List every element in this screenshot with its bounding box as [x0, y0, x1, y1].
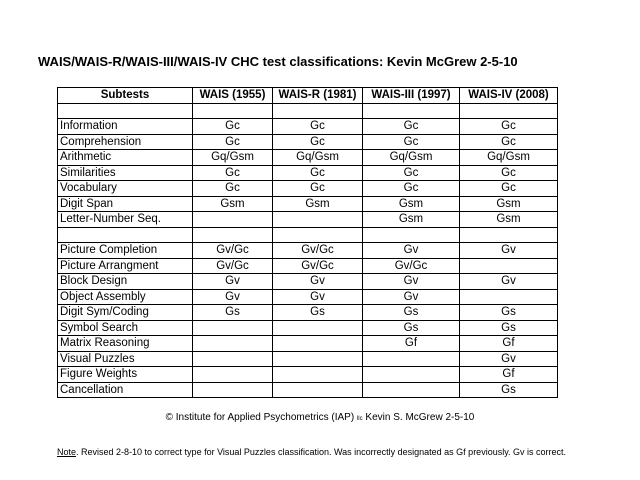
- classification-cell: Gsm: [460, 212, 558, 228]
- subtest-name-cell: [58, 103, 193, 119]
- note-text: . Revised 2-8-10 to correct type for Visual Puzzles classification. Was incorrectly designated as Gf previously. Gv is correct.: [76, 447, 567, 457]
- classification-cell: Gc: [193, 134, 273, 150]
- table-row: [58, 305, 558, 321]
- table-row: [58, 367, 558, 383]
- subtest-name-cell: Digit Span: [58, 196, 193, 212]
- classification-cell: [273, 336, 363, 352]
- classification-cell: [363, 351, 460, 367]
- classification-cell: Gsm: [363, 212, 460, 228]
- classification-cell: [273, 382, 363, 398]
- classification-cell: Gsm: [460, 196, 558, 212]
- table-row: [58, 258, 558, 274]
- table-row: [58, 181, 558, 197]
- classification-cell: [193, 382, 273, 398]
- header-subtests: Subtests: [58, 88, 193, 104]
- revision-note: [57, 447, 566, 457]
- header-wais-iv: WAIS-IV (2008): [460, 88, 558, 104]
- table-row: [58, 289, 558, 305]
- classification-cell: [460, 103, 558, 119]
- subtest-name-cell: Picture Completion: [58, 243, 193, 259]
- copyright-line: [0, 412, 640, 423]
- classification-cell: Gc: [460, 134, 558, 150]
- subtest-name-cell: Information: [58, 119, 193, 135]
- table-body: [58, 103, 558, 398]
- classification-cell: Gv: [363, 243, 460, 259]
- classification-cell: Gs: [460, 320, 558, 336]
- subtest-name-cell: Arithmetic: [58, 150, 193, 166]
- classification-cell: Gs: [273, 305, 363, 321]
- subtest-name-cell: Visual Puzzles: [58, 351, 193, 367]
- classification-cell: Gv: [273, 274, 363, 290]
- classification-cell: Gq/Gsm: [273, 150, 363, 166]
- subtest-name-cell: Object Assembly: [58, 289, 193, 305]
- table-row: [58, 320, 558, 336]
- classification-cell: Gc: [460, 119, 558, 135]
- spacer-row: [58, 227, 558, 243]
- classification-cell: Gv: [460, 274, 558, 290]
- copyright-text: © Institute for Applied Psychometrics (IAP): [165, 412, 355, 423]
- classification-cell: Gc: [273, 165, 363, 181]
- classification-cell: Gs: [460, 382, 558, 398]
- classification-cell: Gc: [193, 165, 273, 181]
- classification-cell: [460, 289, 558, 305]
- classification-cell: Gc: [363, 181, 460, 197]
- subtest-name-cell: Symbol Search: [58, 320, 193, 336]
- note-label: Note: [57, 447, 77, 457]
- classification-cell: [273, 320, 363, 336]
- classification-cell: [193, 320, 273, 336]
- classification-cell: [193, 336, 273, 352]
- classification-cell: Gf: [363, 336, 460, 352]
- classification-cell: Gv: [273, 289, 363, 305]
- classification-cell: [363, 103, 460, 119]
- classification-cell: Gc: [460, 165, 558, 181]
- classification-cell: Gsm: [363, 196, 460, 212]
- classification-cell: Gv: [460, 351, 558, 367]
- chc-classification-table: [57, 87, 558, 398]
- classification-cell: [273, 212, 363, 228]
- classification-cell: [193, 212, 273, 228]
- classification-cell: Gf: [460, 336, 558, 352]
- classification-cell: Gq/Gsm: [460, 150, 558, 166]
- classification-cell: Gc: [363, 134, 460, 150]
- classification-cell: Gs: [460, 305, 558, 321]
- classification-cell: [363, 367, 460, 383]
- subtest-name-cell: [58, 227, 193, 243]
- classification-cell: Gc: [273, 119, 363, 135]
- classification-cell: Gv/Gc: [273, 243, 363, 259]
- subtest-name-cell: Figure Weights: [58, 367, 193, 383]
- header-row: [58, 88, 558, 104]
- classification-cell: [273, 103, 363, 119]
- classification-cell: Gc: [273, 134, 363, 150]
- classification-cell: Gc: [193, 181, 273, 197]
- table-row: [58, 119, 558, 135]
- table-row: [58, 212, 558, 228]
- classification-cell: Gsm: [273, 196, 363, 212]
- spacer-row: [58, 103, 558, 119]
- classification-cell: [273, 367, 363, 383]
- classification-cell: Gv: [193, 289, 273, 305]
- classification-cell: Gv: [460, 243, 558, 259]
- copyright-author: Kevin S. McGrew 2-5-10: [365, 412, 475, 423]
- classification-cell: Gf: [460, 367, 558, 383]
- classification-cell: Gv/Gc: [273, 258, 363, 274]
- subtest-name-cell: Letter-Number Seq.: [58, 212, 193, 228]
- table-row: [58, 196, 558, 212]
- classification-cell: Gq/Gsm: [193, 150, 273, 166]
- table-row: [58, 243, 558, 259]
- subtest-name-cell: Block Design: [58, 274, 193, 290]
- classification-cell: Gc: [460, 181, 558, 197]
- classification-cell: Gv/Gc: [193, 243, 273, 259]
- table-row: [58, 165, 558, 181]
- classification-cell: Gs: [193, 305, 273, 321]
- classification-cell: [193, 227, 273, 243]
- classification-cell: [460, 258, 558, 274]
- table-row: [58, 336, 558, 352]
- classification-cell: Gv/Gc: [363, 258, 460, 274]
- classification-cell: Gs: [363, 305, 460, 321]
- classification-cell: [273, 227, 363, 243]
- classification-cell: Gv: [363, 289, 460, 305]
- copyright-llc: llc: [356, 416, 363, 422]
- classification-cell: Gv: [193, 274, 273, 290]
- classification-cell: [193, 351, 273, 367]
- classification-cell: Gc: [193, 119, 273, 135]
- classification-cell: Gc: [363, 119, 460, 135]
- table-row: [58, 274, 558, 290]
- subtest-name-cell: Vocabulary: [58, 181, 193, 197]
- header-wais-iii: WAIS-III (1997): [363, 88, 460, 104]
- table-row: [58, 382, 558, 398]
- classification-cell: [363, 227, 460, 243]
- classification-cell: [460, 227, 558, 243]
- classification-cell: [193, 367, 273, 383]
- classification-cell: Gv: [363, 274, 460, 290]
- subtest-name-cell: Comprehension: [58, 134, 193, 150]
- classification-cell: [363, 382, 460, 398]
- table-row: [58, 134, 558, 150]
- header-wais-r: WAIS-R (1981): [273, 88, 363, 104]
- classification-cell: Gv/Gc: [193, 258, 273, 274]
- classification-cell: Gq/Gsm: [363, 150, 460, 166]
- table-row: [58, 150, 558, 166]
- subtest-name-cell: Cancellation: [58, 382, 193, 398]
- classification-cell: [273, 351, 363, 367]
- classification-cell: Gs: [363, 320, 460, 336]
- classification-cell: Gc: [273, 181, 363, 197]
- subtest-name-cell: Picture Arrangment: [58, 258, 193, 274]
- table-row: [58, 351, 558, 367]
- classification-cell: Gsm: [193, 196, 273, 212]
- page-title: WAIS/WAIS-R/WAIS-III/WAIS-IV CHC test classifications: Kevin McGrew 2-5-10: [38, 54, 518, 69]
- classification-cell: Gc: [363, 165, 460, 181]
- classification-cell: [193, 103, 273, 119]
- header-wais: WAIS (1955): [193, 88, 273, 104]
- subtest-name-cell: Matrix Reasoning: [58, 336, 193, 352]
- subtest-name-cell: Digit Sym/Coding: [58, 305, 193, 321]
- subtest-name-cell: Similarities: [58, 165, 193, 181]
